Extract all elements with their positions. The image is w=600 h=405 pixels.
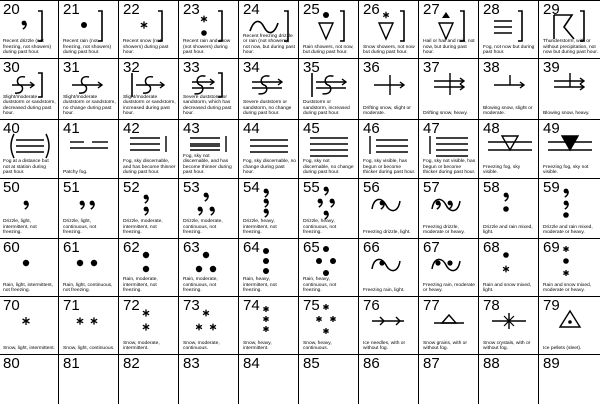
symbol-description: Duststorm or sandstorm, increased during past hour. [303,100,350,117]
symbol-cell [420,59,479,119]
symbol-cell [420,1,479,58]
symbol-cell [240,59,299,119]
symbol-cell [120,297,179,354]
symbol-cell [540,120,600,178]
symbol-cell [60,297,119,354]
symbol-cell [120,120,179,178]
ww-code: 23 [183,1,200,18]
ww-code: 68 [483,239,500,256]
symbol-description: Slight/moderate duststorm or sandstorm, decreased during past hour. [3,94,56,117]
ww-code: 40 [3,120,20,137]
symbol-description: Rain, heavy, intermittent, not freezing. [243,277,277,294]
symbol-cell [0,179,59,238]
ww-code: 82 [123,355,140,372]
weather-symbol-icon [480,120,539,168]
ww-code: 56 [363,179,380,196]
symbol-cell [480,59,539,119]
symbol-description: Drizzle, light, continuous, not freezing. [63,219,97,236]
weather-symbol-icon [360,179,419,227]
weather-symbol-icon [420,355,479,403]
symbol-description: Snow showers, not now but during past hour. [363,44,415,56]
ww-code: 35 [303,59,320,76]
symbol-description: Rain and snow mixed, light. [483,282,532,294]
ww-code: 21 [63,1,80,18]
ww-code: 24 [243,1,260,18]
weather-symbol-icon [120,297,179,345]
symbol-description: Recent rain (not freezing, not showers) during past hour. [63,39,112,56]
symbol-description: Recent snow (not showers) during past hour. [123,39,169,56]
symbol-description: Ice pellets (sleet). [543,346,582,352]
ww-code: 32 [123,59,140,76]
symbol-cell [0,120,59,178]
ww-code: 49 [543,120,560,137]
ww-code: 74 [243,297,260,314]
weather-symbol-icon [420,239,479,287]
symbol-cell [180,239,239,296]
symbol-cell [240,1,299,58]
symbol-cell [300,239,359,296]
ww-code: 45 [303,120,320,137]
symbol-description: Drizzle, moderate, intermittent, not freezing. [123,219,163,236]
ww-code: 46 [363,120,380,137]
ww-code: 50 [3,179,20,196]
symbol-cell [540,1,600,58]
weather-symbol-icon [360,239,419,287]
symbol-cell [240,120,299,178]
symbol-cell [360,59,419,119]
ww-code: 22 [123,1,140,18]
ww-code: 55 [303,179,320,196]
symbol-description: Drizzle and rain mixed, light. [483,224,533,236]
symbol-cell [180,297,239,354]
ww-code: 84 [243,355,260,372]
ww-code: 71 [63,297,80,314]
symbol-description: Drizzle, light, intermittent, not freezing. [3,219,37,236]
weather-symbol-icon [300,297,359,345]
symbol-description: Fog, sky not discernable, no change during past hour. [303,159,354,176]
ww-code: 53 [183,179,200,196]
ww-code: 70 [3,297,20,314]
weather-symbol-icon [420,179,479,227]
ww-code: 79 [543,297,560,314]
symbol-cell [180,1,239,58]
ww-code: 75 [303,297,320,314]
symbol-cell [0,1,59,58]
weather-symbol-icon [300,1,359,49]
ww-code: 48 [483,120,500,137]
weather-symbol-icon [540,355,599,403]
symbol-description: Fog, sky not visible, has begun or become thicker during past hour. [423,159,476,176]
symbol-description: Patchy fog. [63,170,88,176]
symbol-description: Rain and snow mixed, moderate or heavy. [543,282,592,294]
symbol-description: Snow, light, intermittent. [3,346,55,352]
symbol-cell [300,355,359,404]
ww-code: 38 [483,59,500,76]
symbol-cell [420,120,479,178]
ww-code: 80 [3,355,20,372]
symbol-description: Thunderstorm, with or without precipitation, not now but during past hour. [543,39,598,56]
symbol-description: Rain, moderate, continuous, not freezing. [183,277,218,294]
ww-code: 54 [243,179,260,196]
ww-code: 31 [63,59,80,76]
weather-symbol-icon [60,120,119,168]
ww-code: 76 [363,297,380,314]
ww-code: 43 [183,120,200,137]
symbol-description: Freezing drizzle, moderate or heavy. [423,224,465,236]
weather-symbol-icon [360,355,419,403]
symbol-cell [120,179,179,238]
symbol-cell [120,59,179,119]
weather-symbol-icon [0,239,59,287]
symbol-cell [180,355,239,404]
ww-code: 39 [543,59,560,76]
ww-code: 77 [423,297,440,314]
symbol-description: Rain, moderate, intermittent, not freezing. [123,277,158,294]
symbol-cell [180,120,239,178]
symbol-description: Drizzle and rain mixed, moderate or heavy. [543,224,593,236]
symbol-cell [540,179,600,238]
symbol-description: Rain, light, continuous, not freezing. [63,282,113,294]
symbol-cell [60,355,119,404]
weather-symbol-icon [480,1,539,49]
ww-code: 20 [3,1,20,18]
symbol-description: Freezing fog, sky not visible. [543,164,589,176]
weather-symbol-icon [540,120,599,168]
symbol-cell [480,120,539,178]
weather-symbol-icon [540,59,599,107]
ww-code: 30 [3,59,20,76]
symbol-description: Freezing drizzle, light. [363,230,411,236]
ww-code: 62 [123,239,140,256]
symbol-cell [180,179,239,238]
symbol-cell [480,297,539,354]
weather-symbol-icon [480,297,539,345]
ww-code: 89 [543,355,560,372]
symbol-description: Freezing rain, light. [363,288,405,294]
symbol-cell [420,179,479,238]
symbol-cell [240,297,299,354]
ww-code: 64 [243,239,260,256]
symbol-cell [360,355,419,404]
ww-code: 66 [363,239,380,256]
ww-code: 36 [363,59,380,76]
symbol-cell [540,297,600,354]
symbol-cell [0,59,59,119]
weather-symbol-icon [480,179,539,227]
symbol-description: Fog at a distance but not at station during past hour. [3,159,49,176]
symbol-description: Drizzle, heavy, intermittent, not freezing. [243,219,277,236]
weather-symbol-icon [0,297,59,345]
weather-symbol-icon [180,355,239,403]
symbol-cell [420,355,479,404]
ww-code: 52 [123,179,140,196]
symbol-description: Snow crystals, with or without fog. [483,340,531,352]
symbol-description: Ice needles, with or without fog. [363,340,406,352]
ww-code: 34 [243,59,260,76]
symbol-cell [540,239,600,296]
weather-symbol-icon [480,239,539,287]
weather-symbol-icon [360,1,419,49]
ww-code: 47 [423,120,440,137]
symbol-description: Fog, sky not discernable, and has become thinner during past hour. [183,153,232,176]
symbol-cell [300,1,359,58]
symbol-cell [0,239,59,296]
symbol-description: Drifting snow, heavy. [423,111,468,117]
ww-code: 59 [543,179,560,196]
ww-code: 60 [3,239,20,256]
symbol-description: Drifting snow, slight or moderate. [363,105,411,117]
ww-code: 51 [63,179,80,196]
symbol-cell [360,239,419,296]
symbol-cell [360,120,419,178]
symbol-cell [0,297,59,354]
symbol-cell [60,120,119,178]
symbol-description: Snow, heavy, continuous. [303,340,332,352]
symbol-cell [360,297,419,354]
symbol-cell [420,297,479,354]
ww-code: 33 [183,59,200,76]
symbol-description: Snow grains, with or without fog. [423,340,468,352]
ww-code: 25 [303,1,320,18]
symbol-cell [60,239,119,296]
ww-code: 86 [363,355,380,372]
symbol-cell [540,59,600,119]
ww-code: 65 [303,239,320,256]
symbol-cell [120,355,179,404]
symbol-description: Drizzle, moderate, continuous, not freezing. [183,219,223,236]
symbol-cell [0,355,59,404]
weather-symbol-icon [540,239,599,287]
symbol-cell [360,179,419,238]
symbol-description: Recent freezing drizzle or rain (not showers), not now, but during past hour. [243,33,295,56]
symbol-cell [480,355,539,404]
symbol-description: Rain showers, not now, but during past hour. [303,44,354,56]
symbol-description: Rain, light, intermittent, not freezing. [3,282,54,294]
weather-symbol-icon [60,239,119,287]
symbol-cell [480,239,539,296]
symbol-cell [480,1,539,58]
weather-symbol-icon [540,297,599,345]
weather-symbol-icon [240,297,299,345]
ww-code: 67 [423,239,440,256]
weather-symbol-icon [0,355,59,403]
ww-code: 72 [123,297,140,314]
weather-symbol-icon [60,297,119,345]
ww-code: 78 [483,297,500,314]
symbol-description: Freezing rain, moderate or heavy. [423,282,475,294]
symbol-description: Snow, moderate, intermittent. [123,340,160,352]
weather-symbol-icon [420,59,479,107]
symbol-description: Slight/moderate duststorm or sandstorm, increased during past hour. [123,94,176,117]
ww-code: 63 [183,239,200,256]
weather-symbol-icon [360,59,419,107]
symbol-cell [300,179,359,238]
symbol-description: Severe duststorm or sandstorm, which has decreased during past hour. [183,94,232,117]
symbol-description: Snow, heavy, intermittent. [243,340,272,352]
ww-code: 88 [483,355,500,372]
symbol-cell [60,179,119,238]
symbol-description: Freezing fog, sky visible. [483,164,521,176]
weather-symbol-icon [540,179,599,227]
symbol-cell [120,239,179,296]
symbol-cell [360,1,419,58]
symbol-cell [240,239,299,296]
symbol-cell [240,179,299,238]
symbol-description: Fog, not now but during past hour. [483,44,535,56]
ww-code: 28 [483,1,500,18]
symbol-description: Recent rain and snow (not showers) during past hour. [183,39,231,56]
weather-symbol-icon [120,355,179,403]
weather-symbol-icon [300,355,359,403]
symbol-cell [480,179,539,238]
weather-symbol-icon [180,297,239,345]
symbol-cell [180,59,239,119]
symbol-cell [300,59,359,119]
ww-code: 61 [63,239,80,256]
ww-code: 57 [423,179,440,196]
symbol-cell [420,239,479,296]
symbol-description: Blowing snow, slight or moderate. [483,105,533,117]
symbol-cell [300,297,359,354]
ww-code: 37 [423,59,440,76]
symbol-description: Drizzle, heavy, continuous, not freezing. [303,219,337,236]
ww-code: 73 [183,297,200,314]
ww-code: 58 [483,179,500,196]
symbol-description: Snow, moderate, continuous. [183,340,220,352]
symbol-cell [120,1,179,58]
weather-symbol-icon [480,59,539,107]
symbol-description: Fog, sky discernable, and has become thinner during past hour. [123,159,176,176]
symbol-description: Blowing snow, heavy. [543,111,590,117]
symbol-description: Recent drizzle (not freezing, not showers) during past hour. [3,39,52,56]
ww-code: 41 [63,120,80,137]
symbol-cell [300,120,359,178]
symbol-description: Rain, heavy, continuous, not freezing. [303,277,337,294]
ww-code: 69 [543,239,560,256]
ww-code: 42 [123,120,140,137]
symbol-description: Snow, light, continuous. [63,346,115,352]
weather-symbol-icon [240,355,299,403]
ww-code: 29 [543,1,560,18]
ww-code: 26 [363,1,380,18]
symbol-description: Fog, sky visible, has begun or become thicker during past hour. [363,159,416,176]
weather-symbol-icon [360,297,419,345]
symbol-description: Severe duststorm or sandstorm, no change during past hour. [243,100,292,117]
ww-code: 87 [423,355,440,372]
symbol-description: Fog, sky discernable, no change during past hour. [243,159,297,176]
weather-symbol-icon [60,355,119,403]
ww-code: 81 [63,355,80,372]
symbol-description: Hail or hail and rain, not now, but during past hour. [423,39,475,56]
weather-symbol-icon [420,297,479,345]
ww-code: 83 [183,355,200,372]
symbol-cell [240,355,299,404]
symbol-cell [60,1,119,58]
ww-code: 27 [423,1,440,18]
ww-code: 44 [243,120,260,137]
symbol-description: Slight/moderate duststorm or sandstorm, no change during past hour. [63,94,116,117]
symbol-cell [540,355,600,404]
weather-symbol-icon [480,355,539,403]
symbol-cell [60,59,119,119]
ww-code: 85 [303,355,320,372]
